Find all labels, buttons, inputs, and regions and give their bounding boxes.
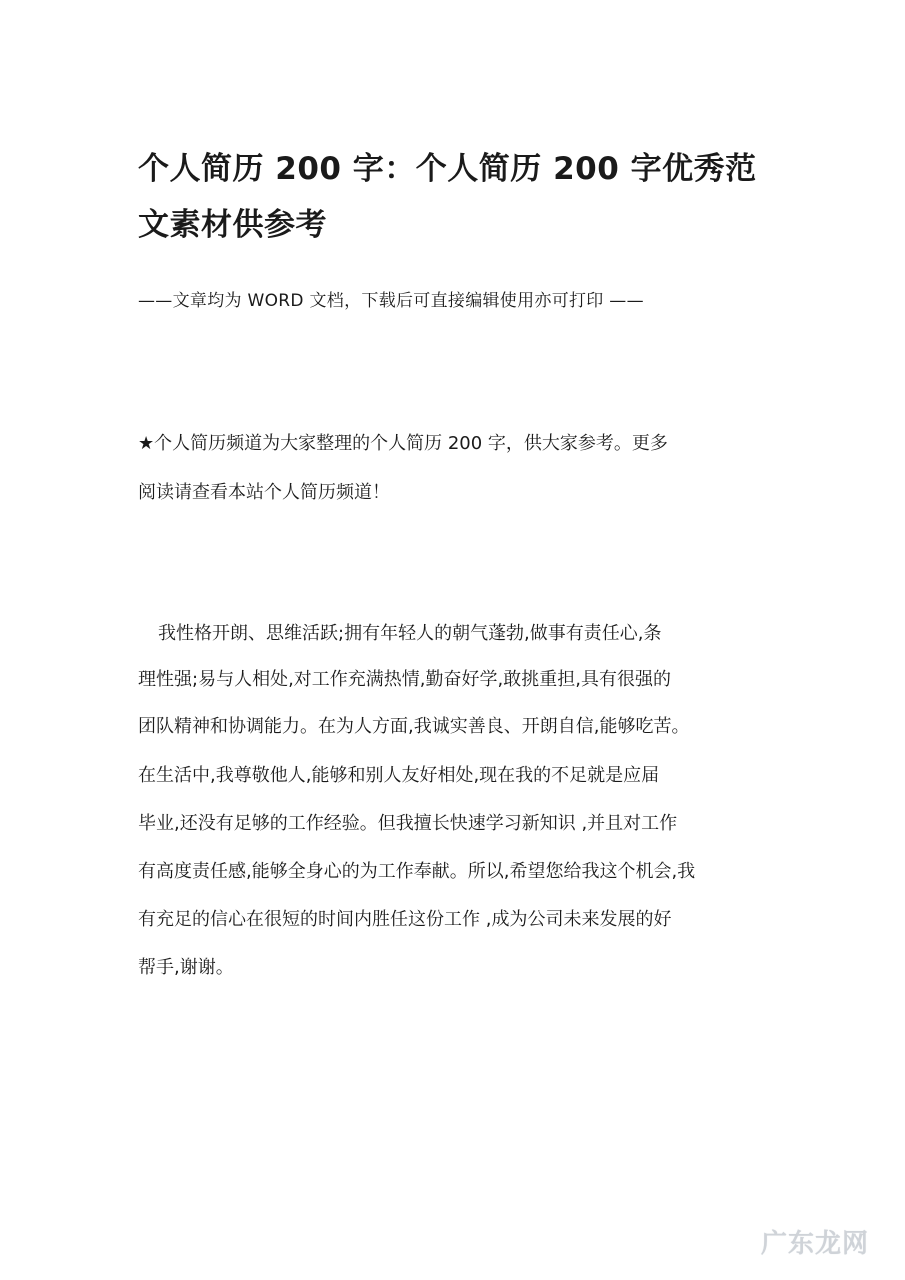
intro-line-2: 阅读请查看本站个人简历频道！ — [138, 482, 390, 503]
document-title-line-1: 个人简历 200 字：个人简历 200 字优秀范 — [138, 151, 757, 187]
body-paragraph-line-6: 有高度责任感,能够全身心的为工作奉献。所以,希望您给我这个机会,我 — [138, 861, 696, 882]
body-paragraph-line-7: 有充足的信心在很短的时间内胜任这份工作 ,成为公司未来发展的好 — [138, 909, 672, 930]
body-paragraph-line-1: 我性格开朗、思维活跃;拥有年轻人的朝气蓬勃,做事有责任心,条 — [158, 623, 662, 644]
intro-line-1: ★个人简历频道为大家整理的个人简历 200 字，供大家参考。更多 — [138, 433, 668, 454]
body-paragraph-line-4: 在生活中,我尊敬他人,能够和别人友好相处,现在我的不足就是应届 — [138, 765, 660, 786]
site-watermark: 广东龙网 — [760, 1229, 869, 1259]
body-paragraph-line-8: 帮手,谢谢。 — [138, 957, 234, 978]
document-title-line-2: 文素材供参考 — [138, 207, 327, 243]
document-subtitle: ——文章均为 WORD 文档，下载后可直接编辑使用亦可打印 —— — [138, 291, 644, 311]
body-paragraph-line-2: 理性强;易与人相处,对工作充满热情,勤奋好学,敢挑重担,具有很强的 — [138, 669, 671, 690]
body-paragraph-line-5: 毕业,还没有足够的工作经验。但我擅长快速学习新知识 ,并且对工作 — [138, 813, 678, 834]
body-paragraph-line-3: 团队精神和协调能力。在为人方面,我诚实善良、开朗自信,能够吃苦。 — [138, 716, 690, 737]
